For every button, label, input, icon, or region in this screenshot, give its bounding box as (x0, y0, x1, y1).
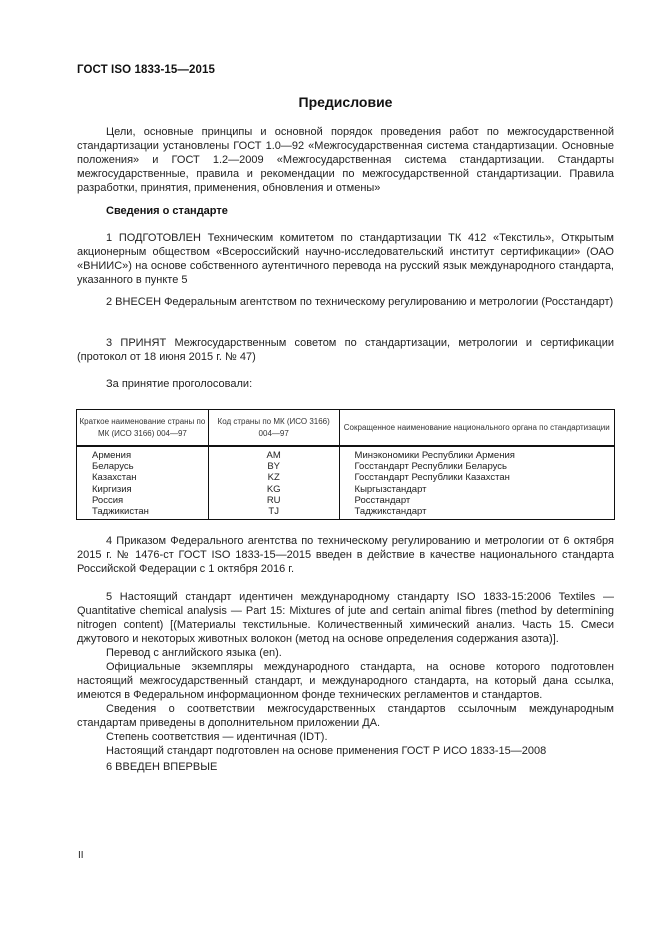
country-name: Казахстан (92, 472, 137, 484)
standards-body: Таджикстандарт (339, 506, 614, 520)
intro-paragraph: Цели, основные принципы и основной порядок проведения работ по межгосударственной стандартизации установлены ГОСТ 1.0—92 «Межгосударственная система стандартизации. Основные положения» и ГОСТ 1.2—2009 «Межгосударственная система стандартизации. Стандарты межгосударственные, правила и рекомендации по межгосударственной стандартизации. Правила разработки, принятия, применения, обновления и отмены» (77, 126, 614, 194)
item-5-identical: 5 Настоящий стандарт идентичен международному стандарту ISO 1833-15:2006 Textiles — Quantitative chemical analysis — Part 15: Mixtures of jute and certain animal fibres (method by determining nitrogen content) [(Материалы текстильные. Количественный химический анализ. Часть 15. Смеси джутового и некоторых животных волокон (метод на основе определения содержания азота)]. (77, 591, 614, 645)
standards-body: Кыргызстандарт (339, 484, 614, 495)
country-name: Таджикистан (92, 506, 149, 518)
country-name: Беларусь (92, 461, 134, 473)
country-code: TJ (208, 506, 339, 520)
country-name: Киргизия (92, 483, 132, 495)
voting-countries-table (76, 409, 615, 520)
document-code: ГОСТ ISO 1833-15—2015 (77, 64, 215, 76)
standards-body: Госстандарт Республики Казахстан (339, 472, 614, 483)
table-row (77, 495, 615, 506)
country-code: AM (208, 446, 339, 461)
country-code: RU (208, 495, 339, 506)
voted-label: За принятие проголосовали: (106, 378, 253, 390)
item-1-prepared: 1 ПОДГОТОВЛЕН Техническим комитетом по стандартизации ТК 412 «Текстиль», Открытым акционерным обществом «Всероссийский научно-исследовательский институт сертификации» (ОАО «ВНИИС») на основе собственного аутентичного перевода на русский язык международного стандарта, указанного в пункте 5 (77, 232, 614, 286)
item-5-conformity-info: Сведения о соответствии межгосударственных стандартов ссылочным международным стандартам приведены в дополнительном приложении ДА. (77, 703, 614, 729)
item-5-degree: Степень соответствия — идентичная (IDT). (106, 731, 328, 743)
table-row (77, 461, 615, 472)
item-2-submitted: 2 ВНЕСЕН Федеральным агентством по техническому регулированию и метрологии (Росстандарт) (106, 296, 614, 308)
table-row (77, 506, 615, 520)
header-standards-body: Сокращенное наименование национального органа по стандартизации (339, 410, 614, 447)
standards-body: Минэкономики Республики Армения (339, 446, 614, 461)
country-name: Армения (92, 450, 132, 461)
country-code: KG (208, 484, 339, 495)
page-title: Предисловие (298, 94, 393, 110)
item-5-translation: Перевод с английского языка (en). (106, 647, 282, 659)
standards-body: Госстандарт Республики Беларусь (339, 461, 614, 472)
item-5-basis: Настоящий стандарт подготовлен на основе применения ГОСТ Р ИСО 1833-15—2008 (106, 745, 547, 757)
country-code: BY (208, 461, 339, 472)
standards-body: Росстандарт (339, 495, 614, 506)
country-code: KZ (208, 472, 339, 483)
header-country-name: Краткое наименование страны по МК (ИСО 3166) 004—97 (77, 410, 209, 447)
section-heading: Сведения о стандарте (106, 205, 228, 217)
page-number: II (78, 850, 84, 861)
item-3-adopted: 3 ПРИНЯТ Межгосударственным советом по стандартизации, метрологии и сертификации (протокол от 18 июня 2015 г. № 47) (77, 337, 614, 363)
item-4-enacted: 4 Приказом Федерального агентства по техническому регулированию и метрологии от 6 октября 2015 г. № 1476-ст ГОСТ ISO 1833-15—2015 введен в действие в качестве национального стандарта Российской Федерации с 1 октября 2016 г. (77, 535, 614, 575)
country-name: Россия (92, 494, 124, 506)
table-row (77, 446, 615, 461)
table-row (77, 484, 615, 495)
table-header-row (77, 410, 615, 447)
item-6-first-introduced: 6 ВВЕДЕН ВПЕРВЫЕ (106, 761, 218, 773)
item-5-official-copies: Официальные экземпляры международного стандарта, на основе которого подготовлен настоящий межгосударственный стандарт, и международного стандарта, на который дана ссылка, имеются в Федеральном информационном фонде технических регламентов и стандартов. (77, 661, 614, 701)
table-row (77, 472, 615, 483)
header-country-code: Код страны по МК (ИСО 3166) 004—97 (208, 410, 339, 447)
